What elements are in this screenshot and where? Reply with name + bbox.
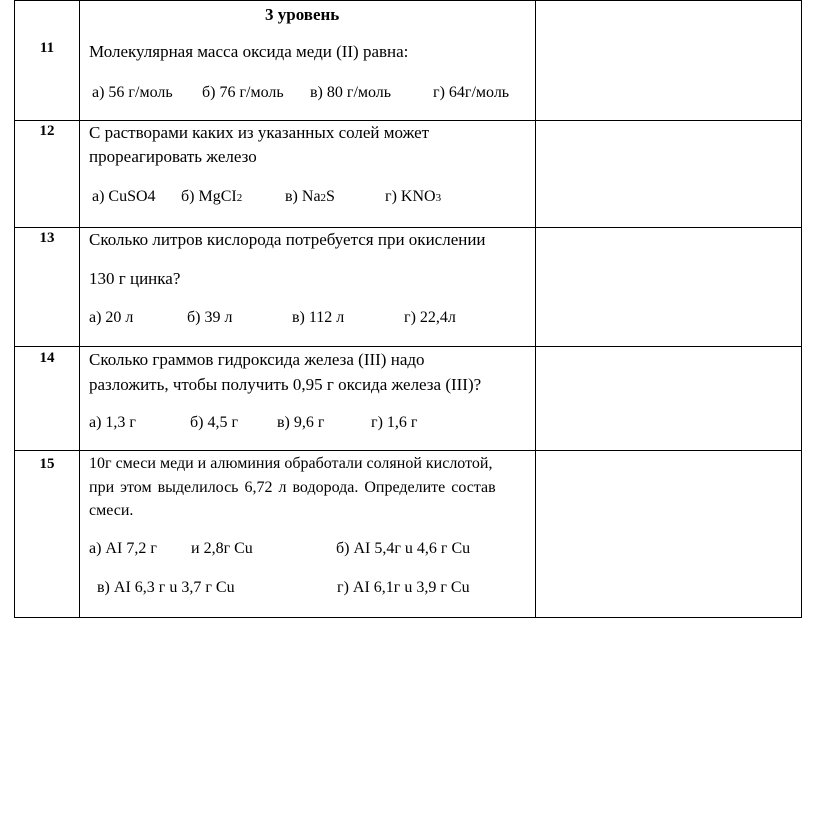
answer-c: в) 80 г/моль: [310, 84, 392, 101]
question-line-2: при этом выделилось 6,72 л водорода. Определите состав: [89, 479, 496, 496]
answer-a: а) AI 7,2 г: [89, 540, 157, 557]
answer-a-continued: и 2,8г Cu: [191, 540, 253, 557]
answer-a: а) CuSO4: [92, 188, 156, 205]
answer-a: а) 1,3 г: [89, 414, 136, 431]
answer-d: г) AI 6,1г u 3,9 г Cu: [337, 579, 470, 596]
row-number: 14: [39, 350, 55, 366]
question-line-2: прореагировать железо: [89, 147, 257, 166]
row-number: 13: [39, 230, 55, 246]
answer-b: б) MgCI2: [181, 188, 243, 205]
answer-b: б) 39 л: [187, 309, 233, 326]
answer-c: в) 112 л: [292, 309, 345, 326]
level-title: 3 уровень: [265, 5, 340, 24]
answer-c: в) Na2S: [285, 188, 335, 205]
row-number: 15: [39, 456, 55, 472]
question-line-2: 130 г цинка?: [89, 269, 181, 288]
question-line-1: Сколько литров кислорода потребуется при окислении: [89, 230, 486, 249]
row-number: 12: [39, 123, 55, 139]
answer-a: а) 20 л: [89, 309, 134, 326]
question-line-1: С растворами каких из указанных солей может: [89, 123, 430, 142]
answer-c: в) 9,6 г: [277, 414, 325, 431]
answer-d: г) 64г/моль: [433, 84, 510, 101]
answer-d: г) 22,4л: [404, 309, 456, 326]
row-number: 11: [39, 40, 55, 56]
answer-a: а) 56 г/моль: [92, 84, 173, 101]
question-text: Молекулярная масса оксида меди (II) равна:: [89, 42, 409, 61]
answer-b: б) AI 5,4г u 4,6 г Cu: [336, 540, 471, 557]
answer-d: г) 1,6 г: [371, 414, 418, 431]
answer-d: г) KNO3: [385, 188, 442, 205]
question-line-3: смеси.: [89, 502, 134, 519]
answer-c: в) AI 6,3 г u 3,7 г Cu: [97, 579, 235, 596]
question-line-1: 10г смеси меди и алюминия обработали соляной кислотой,: [89, 455, 493, 472]
answer-b: б) 76 г/моль: [202, 84, 284, 101]
question-line-2: разложить, чтобы получить 0,95 г оксида железа (III)?: [89, 375, 482, 394]
question-line-1: Сколько граммов гидроксида железа (III) надо: [89, 350, 425, 369]
answer-b: б) 4,5 г: [190, 414, 239, 431]
